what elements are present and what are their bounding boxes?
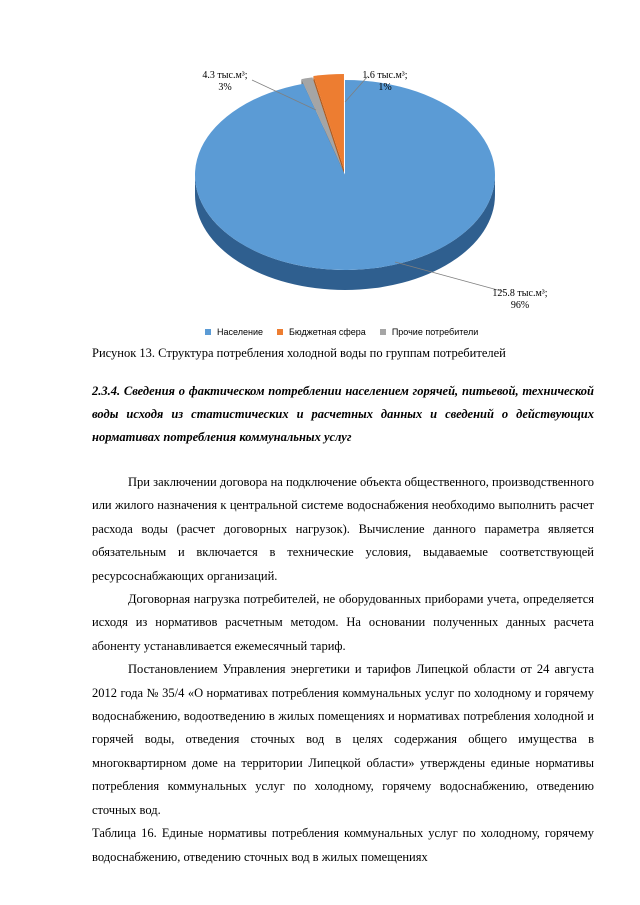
- legend-label-budget: Бюджетная сфера: [288, 327, 366, 337]
- legend-swatch-other: [380, 329, 386, 335]
- paragraph-load: Договорная нагрузка потребителей, не оборудованных приборами учета, определяется исходя из нормативов расчетным методом. На основании полученных данных расчета абоненту устанавливается ежемесячный тариф.: [92, 592, 594, 653]
- table-caption: Таблица 16. Единые нормативы потребления коммунальных услуг по холодному, горячему водоснабжению, отведению сточных вод в жилых помещениях: [92, 826, 594, 864]
- body-text: [92, 471, 594, 869]
- slice-budget-percent-label: 3%: [218, 82, 232, 93]
- legend-item-population: [205, 327, 263, 337]
- legend-item-budget: [277, 327, 366, 337]
- slice-other-percent-label: 1%: [378, 82, 392, 93]
- pie-chart-svg: [0, 0, 640, 325]
- slice-population-percent-label: 96%: [510, 300, 530, 311]
- figure-caption: Рисунок 13. Структура потребления холодной воды по группам потребителей: [92, 346, 506, 360]
- section-heading: [92, 380, 594, 449]
- slice-budget-value-label: 4.3 тыс.м³;: [202, 70, 248, 81]
- legend-item-other: [380, 327, 478, 337]
- legend-swatch-population: [205, 329, 211, 335]
- slice-population: [195, 80, 495, 270]
- chart-legend: [205, 325, 505, 339]
- legend-label-other: Прочие потребители: [391, 327, 479, 337]
- section-heading-text: 2.3.4. Сведения о фактическом потреблении населением горячей, питьевой, технической воды исходя из статистических и расчетных данных и сведений о действующих нормативах потребления коммунальных услуг: [92, 384, 594, 444]
- slice-other-value-label: 1.6 тыс.м³;: [362, 70, 408, 81]
- legend-label-population: Население: [217, 327, 263, 337]
- slice-population-value-label: 125.8 тыс.м³;: [492, 288, 548, 299]
- paragraph-resolution: Постановлением Управления энергетики и тарифов Липецкой области от 24 августа 2012 года № 35/4 «О нормативах потребления коммунальных услуг по холодному и горячему водоснабжению, водоотведению в жилых помещениях и нормативах потребления холодной и горячей воды, отведения сточных вод в целях содержания общего имущества в многоквартирном доме на территории Липецкой области» утверждены единые нормативы потребления коммунальных услуг по холодному, горячему водоснабжению, отведению сточных вод.: [92, 662, 594, 817]
- legend-swatch-budget: [277, 329, 283, 335]
- paragraph-contract: При заключении договора на подключение объекта общественного, производственного или жилого назначения к центральной системе водоснабжения необходимо выполнить расчет расхода воды (расчет договорных нагрузок). Вычисление данного параметра является обязательным и включается в технические условия, выдаваемые соответствующей ресурсоснабжающих организаций.: [92, 475, 594, 583]
- pie-chart: [0, 0, 640, 345]
